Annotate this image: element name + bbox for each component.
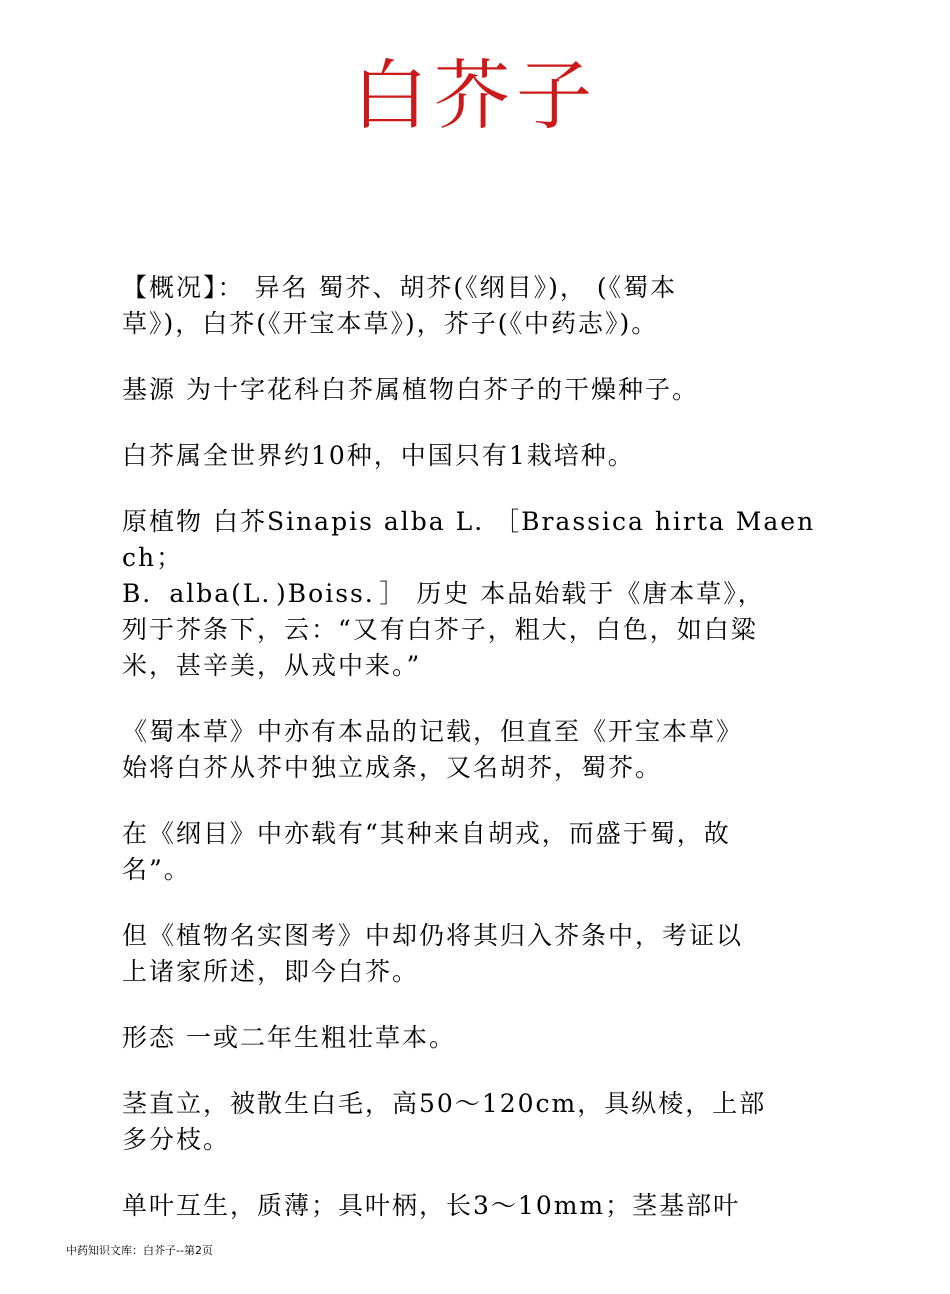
paragraph-overview: 【概况】： 异名 蜀芥、胡芥(《纲目》)， (《蜀本 草》)，白芥(《开宝本草》)，芥子(《中药志》)。 — [122, 273, 678, 338]
paragraph-zhiwu-tukao: 但《植物名实图考》中却仍将其归入芥条中，考证以 上诸家所述，即今白芥。 — [122, 921, 744, 986]
paragraph-shu-bencao: 《蜀本草》中亦有本品的记载，但直至《开宝本草》 始将白芥从芥中独立成条，又名胡芥，蜀芥。 — [122, 717, 744, 782]
paragraph-gangmu: 在《纲目》中亦载有“其种来自胡戎，而盛于蜀，故 名”。 — [122, 819, 731, 884]
document-body — [122, 270, 827, 1254]
page-footer: 中药知识文库：白芥子--第2页 — [66, 1244, 213, 1257]
paragraph-leaf: 单叶互生，质薄；具叶柄，长3～10mm；茎基部叶 — [122, 1191, 741, 1220]
page-title: 白芥子 — [352, 51, 598, 140]
paragraph-original-plant: 原植物 白芥Sinapis alba L. ［Brassica hirta Maench； B．alba(L．)Boiss．］ 历史 本品始载于《唐本草》， 列于芥条下，云：“又有白芥子，粗大，白色，如白粱 米，甚辛美，从戎中来。” — [122, 507, 816, 680]
paragraph-stem: 茎直立，被散生白毛，高50～120cm，具纵棱，上部 多分枝。 — [122, 1089, 767, 1154]
paragraph-genus: 白芥属全世界约10种，中国只有1栽培种。 — [122, 441, 635, 470]
paragraph-source: 基源 为十字花科白芥属植物白芥子的干燥种子。 — [122, 375, 699, 404]
paragraph-morphology: 形态 一或二年生粗壮草本。 — [122, 1023, 456, 1052]
